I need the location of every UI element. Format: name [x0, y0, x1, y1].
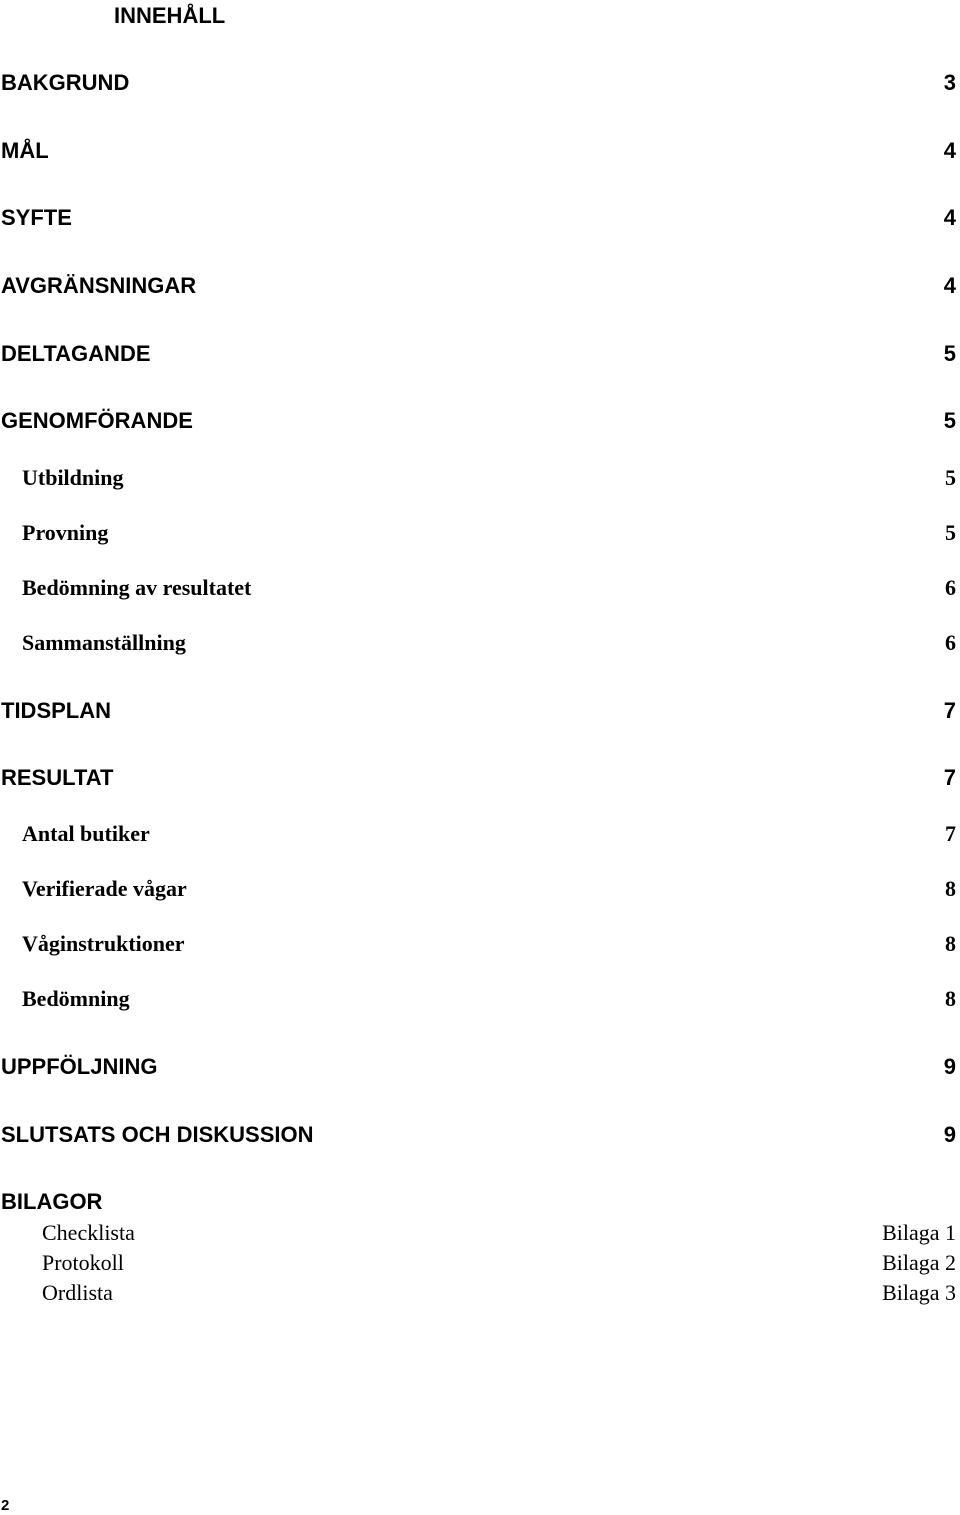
toc-entry-syfte[interactable] — [0, 203, 956, 233]
toc-entry-bilagor[interactable] — [0, 1187, 956, 1217]
toc-entry-label: Verifierade vågar — [22, 876, 187, 901]
attachment-label: Checklista — [42, 1220, 135, 1245]
toc-entry-label: Bedömning av resultatet — [22, 575, 252, 600]
attachment-label: Protokoll — [42, 1250, 124, 1275]
toc-subentry-antal-butiker[interactable] — [0, 819, 956, 849]
toc-entry-label: BILAGOR — [1, 1189, 103, 1214]
attachment-ordlista[interactable] — [0, 1278, 956, 1308]
toc-entry-deltagande[interactable] — [0, 339, 956, 369]
toc-entry-label: Våginstruktioner — [22, 931, 185, 956]
toc-entry-page: 8 — [945, 986, 956, 1011]
toc-entry-label: SYFTE — [1, 205, 72, 230]
toc-subentry-provning[interactable] — [0, 518, 956, 548]
toc-entry-page: 4 — [943, 138, 956, 163]
toc-entry-label: RESULTAT — [1, 765, 114, 790]
toc-entry-label: Bedömning — [22, 986, 130, 1011]
page-number: 2 — [1, 1497, 10, 1514]
attachment-ref: Bilaga 2 — [882, 1250, 956, 1275]
toc-entry-mal[interactable] — [0, 136, 956, 166]
toc-entry-label: Sammanställning — [22, 630, 186, 655]
toc-title: INNEHÅLL — [114, 3, 226, 28]
toc-subentry-bedomning[interactable] — [0, 984, 956, 1014]
toc-entry-genomforande[interactable] — [0, 406, 956, 436]
toc-entry-page: 8 — [945, 876, 956, 901]
toc-entry-page: 4 — [943, 273, 956, 298]
toc-subentry-sammanstallning[interactable] — [0, 628, 956, 658]
toc-entry-page: 9 — [943, 1122, 956, 1147]
toc-entry-label: Antal butiker — [22, 821, 150, 846]
toc-subentry-vaginstruktioner[interactable] — [0, 929, 956, 959]
toc-entry-page: 3 — [943, 70, 956, 95]
attachment-checklista[interactable] — [0, 1218, 956, 1248]
toc-entry-tidsplan[interactable] — [0, 696, 956, 726]
toc-entry-page: 7 — [943, 765, 956, 790]
toc-entry-bakgrund[interactable] — [0, 68, 956, 98]
toc-entry-slutsats-och-diskussion[interactable] — [0, 1120, 956, 1150]
toc-subentry-bedomning-av-resultatet[interactable] — [0, 573, 956, 603]
toc-entry-uppfoljning[interactable] — [0, 1052, 956, 1082]
toc-entry-label: Provning — [22, 520, 109, 545]
toc-entry-label: MÅL — [1, 138, 49, 163]
toc-entry-label: BAKGRUND — [1, 70, 130, 95]
toc-entry-page: 5 — [943, 408, 956, 433]
toc-entry-label: AVGRÄNSNINGAR — [1, 273, 197, 298]
attachment-ref: Bilaga 3 — [882, 1280, 956, 1305]
toc-entry-page: 6 — [945, 630, 956, 655]
attachment-protokoll[interactable] — [0, 1248, 956, 1278]
toc-entry-page: 4 — [943, 205, 956, 230]
toc-entry-label: UPPFÖLJNING — [1, 1054, 158, 1079]
toc-entry-page: 8 — [945, 931, 956, 956]
toc-entry-page: 7 — [943, 698, 956, 723]
toc-entry-page: 5 — [943, 341, 956, 366]
toc-entry-page: 5 — [945, 465, 956, 490]
attachment-ref: Bilaga 1 — [882, 1220, 956, 1245]
attachment-label: Ordlista — [42, 1280, 113, 1305]
toc-entry-page: 7 — [945, 821, 956, 846]
toc-entry-label: DELTAGANDE — [1, 341, 151, 366]
toc-entry-page: 5 — [945, 520, 956, 545]
toc-entry-label: GENOMFÖRANDE — [1, 408, 193, 433]
toc-subentry-verifierade-vagar[interactable] — [0, 874, 956, 904]
toc-entry-label: SLUTSATS OCH DISKUSSION — [1, 1122, 314, 1147]
toc-entry-avgransningar[interactable] — [0, 271, 956, 301]
toc-subentry-utbildning[interactable] — [0, 463, 956, 493]
toc-entry-resultat[interactable] — [0, 763, 956, 793]
toc-entry-label: Utbildning — [22, 465, 124, 490]
toc-entry-label: TIDSPLAN — [1, 698, 111, 723]
toc-entry-page: 9 — [943, 1054, 956, 1079]
toc-entry-page: 6 — [945, 575, 956, 600]
